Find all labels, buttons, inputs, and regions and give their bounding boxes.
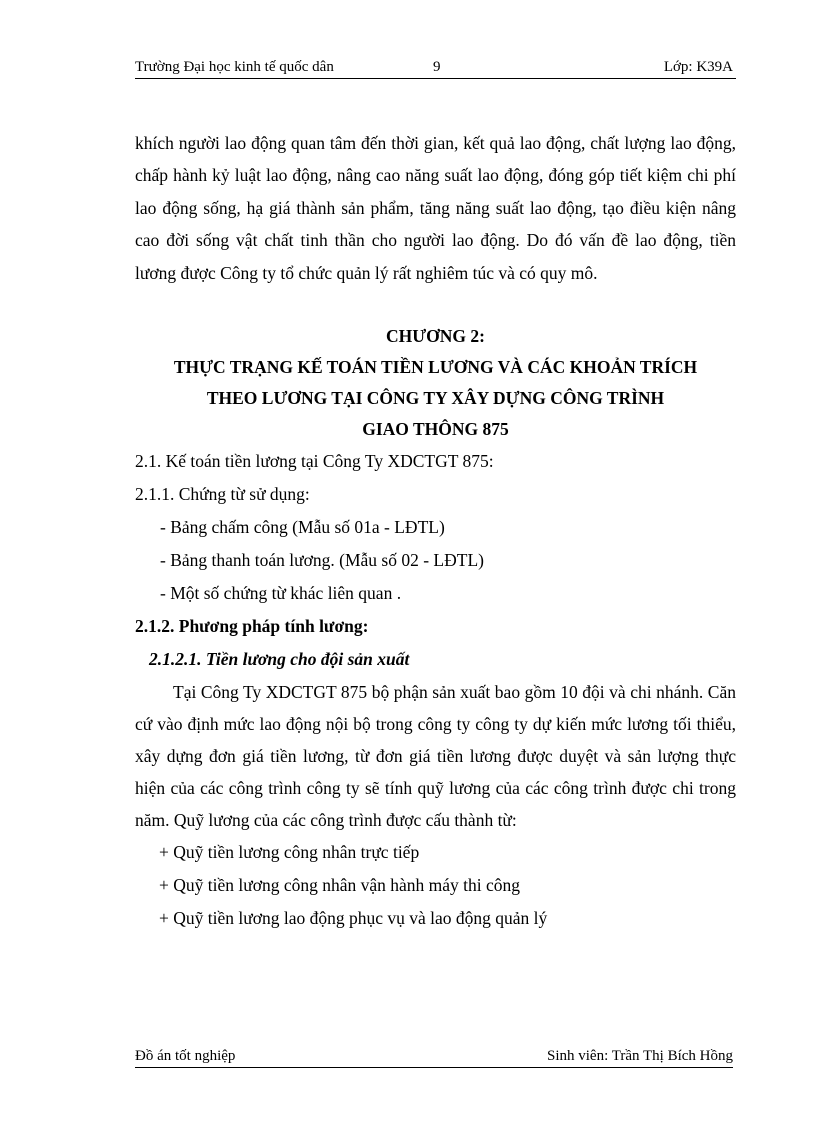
header-page-number: 9	[433, 59, 441, 75]
footer-document-type: Đồ án tốt nghiệp	[135, 1048, 236, 1064]
chapter-title-line-3: GIAO THÔNG 875	[362, 419, 509, 440]
page-footer	[135, 1047, 733, 1068]
fund-item: + Quỹ tiền lương công nhân vận hành máy thi công	[159, 875, 521, 896]
header-school: Trường Đại học kinh tế quốc dân	[135, 59, 334, 75]
page-content	[135, 127, 736, 935]
section-2-1-heading: 2.1. Kế toán tiền lương tại Công Ty XDCTGT 875:	[135, 451, 494, 472]
document-item: - Một số chứng từ khác liên quan .	[160, 583, 402, 604]
body-paragraph: Tại Công Ty XDCTGT 875 bộ phận sản xuất bao gồm 10 đội và chi nhánh. Căn cứ vào định mức lao động nội bộ trong công ty công ty dự kiến mức lương tối thiểu, xây dựng đơn giá tiền lương, từ đơn giá tiền lương được duyệt và sản lượng thực hiện của các công trình công ty sẽ tính quỹ lương của các công trình được chi trong năm. Quỹ lương của các công trình được cấu thành từ:	[135, 682, 736, 831]
chapter-title-line-1: THỰC TRẠNG KẾ TOÁN TIỀN LƯƠNG VÀ CÁC KHOẢN TRÍCH	[173, 357, 698, 378]
fund-item: + Quỹ tiền lương công nhân trực tiếp	[159, 842, 420, 863]
chapter-title-line-2: THEO LƯƠNG TẠI CÔNG TY XÂY DỰNG CÔNG TRÌNH	[206, 388, 665, 409]
fund-item: + Quỹ tiền lương lao động phục vụ và lao động quản lý	[159, 908, 548, 929]
section-2-1-1-heading: 2.1.1. Chứng từ sử dụng:	[135, 484, 310, 505]
section-2-1-2-1-heading: 2.1.2.1. Tiền lương cho đội sản xuất	[149, 649, 410, 670]
chapter-heading	[135, 321, 736, 445]
header-class: Lớp: K39A	[663, 59, 733, 75]
footer-student: Sinh viên: Trần Thị Bích Hồng	[547, 1048, 733, 1064]
chapter-number: CHƯƠNG 2:	[386, 326, 485, 347]
section-2-1-2-heading: 2.1.2. Phương pháp tính lương:	[135, 616, 369, 637]
document-item: - Bảng chấm công (Mẫu số 01a - LĐTL)	[160, 517, 445, 538]
page-header	[135, 58, 736, 79]
intro-paragraph: khích người lao động quan tâm đến thời gian, kết quả lao động, chất lượng lao động, chấp hành kỷ luật lao động, nâng cao năng suất lao động, đóng góp tiết kiệm chi phí lao động sống, hạ giá thành sản phẩm, tăng năng suất lao động, tạo điều kiện nâng cao đời sống vật chất tinh thần cho người lao động. Do đó vấn đề lao động, tiền lương được Công ty tổ chức quản lý rất nghiêm túc và có quy mô.	[135, 133, 736, 283]
document-item: - Bảng thanh toán lương. (Mẫu số 02 - LĐTL)	[160, 550, 484, 571]
